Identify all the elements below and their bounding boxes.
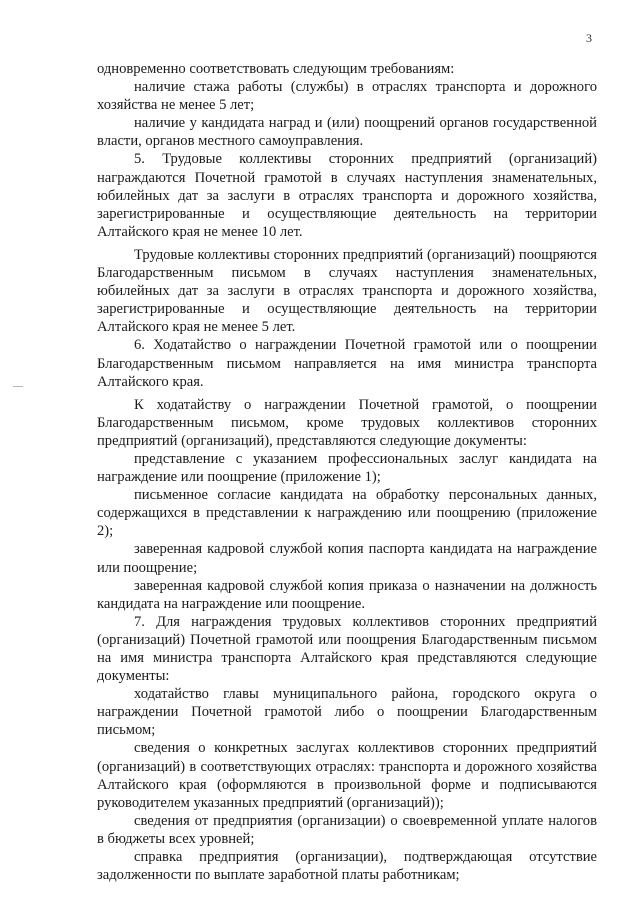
document-body [97, 60, 597, 884]
paragraph-doc-consent: письменное согласие кандидата на обработку персональных данных, содержащихся в представлении к награждению или поощрению (приложение 2); [97, 487, 597, 540]
paragraph-doc-petition: ходатайство главы муниципального района, городского округа о награждении Почетной грамотой либо о поощрении Благодарственным письмом; [97, 686, 597, 739]
paragraph-doc-representation: представление с указанием профессиональных заслуг кандидата на награждение или поощрение (приложение 1); [97, 450, 597, 486]
paragraph-documents-intro: К ходатайству о награждении Почетной грамотой, о поощрении Благодарственным письмом, кроме трудовых коллективов сторонних предприятий (организаций), представляются следующие документы: [97, 396, 597, 449]
page-number: 3 [586, 31, 592, 45]
paragraph-requirements-intro: одновременно соответствовать следующим требованиям: [97, 61, 455, 77]
paragraph-doc-merits: сведения о конкретных заслугах коллективов сторонних предприятий (организаций) в соответствующих отраслях: транспорта и дорожного хозяйства Алтайского края (оформляются в произвольной форме и подписываются руководителем указанных предприятий (организаций)); [97, 740, 597, 811]
paragraph-section-6: 6. Ходатайство о награждении Почетной грамотой или о поощрении Благодарственным письмом направляется на имя министра транспорта Алтайского края. [97, 337, 597, 390]
margin-mark: — [13, 381, 23, 392]
paragraph-section-5: 5. Трудовые коллективы сторонних предприятий (организаций) награждаются Почетной грамотой в случаях наступления знаменательных, юбилейных дат за заслуги в отраслях транспорта и дорожного хозяйства, зарегистрированные и осуществляющие деятельность на территории Алтайского края не менее 10 лет. [97, 151, 597, 240]
paragraph-section-7: 7. Для награждения трудовых коллективов сторонних предприятий (организаций) Почетной грамотой или поощрения Благодарственным письмом на имя министра транспорта Алтайского края представляются следующие документы: [97, 613, 597, 685]
paragraph-awards: наличие у кандидата наград и (или) поощрений органов государственной власти, органов местного самоуправления. [97, 115, 597, 150]
paragraph-doc-salary: справка предприятия (организации), подтверждающая отсутствие задолженности по выплате заработной платы работникам; [97, 849, 597, 884]
paragraph-experience: наличие стажа работы (службы) в отраслях транспорта и дорожного хозяйства не менее 5 лет; [97, 79, 597, 114]
paragraph-section-5-letter: Трудовые коллективы сторонних предприятий (организаций) поощряются Благодарственным письмом в случаях наступления знаменательных, юбилейных дат за заслуги в отраслях транспорта и дорожного хозяйства, зарегистрированные и осуществляющие деятельность на территории Алтайского края не менее 5 лет. [97, 246, 597, 336]
paragraph-doc-taxes: сведения от предприятия (организации) о своевременной уплате налогов в бюджеты всех уровней; [97, 812, 597, 847]
paragraph-doc-passport: заверенная кадровой службой копия паспорта кандидата на награждение или поощрение; [97, 541, 597, 576]
paragraph-doc-order: заверенная кадровой службой копия приказа о назначении на должность кандидата на награждение или поощрение. [97, 577, 597, 612]
